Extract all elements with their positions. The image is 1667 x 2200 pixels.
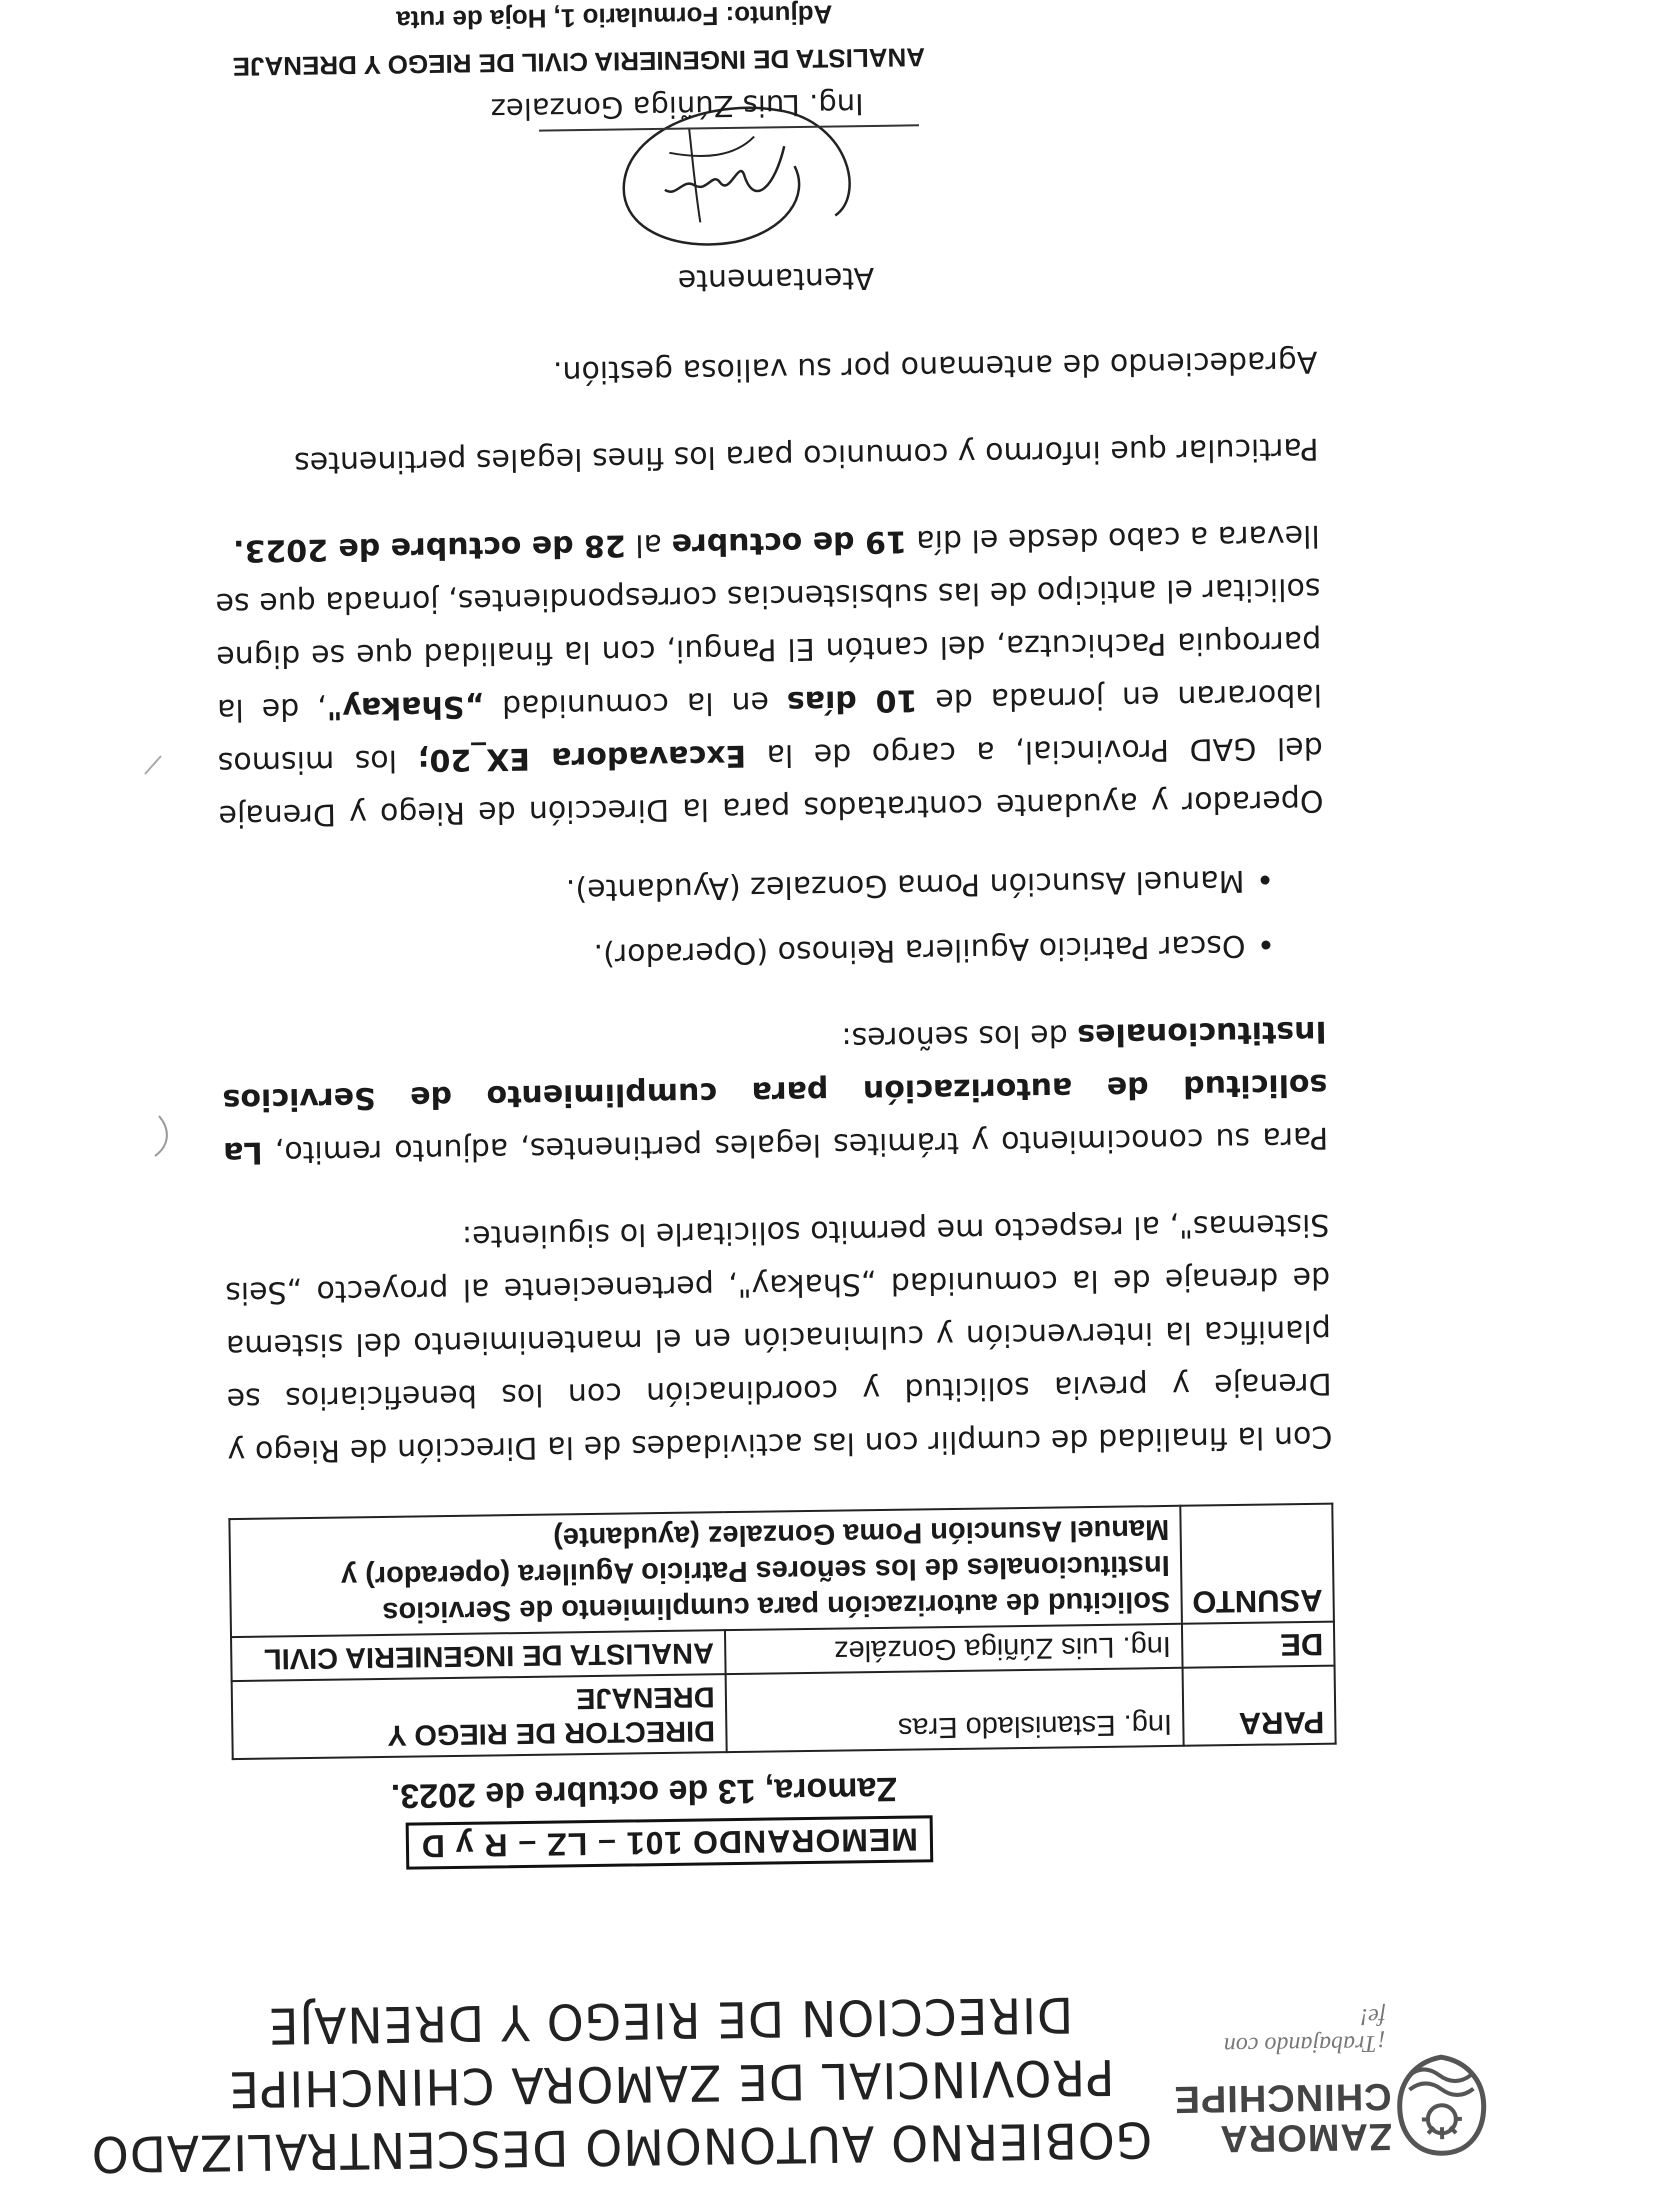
de-label: DE: [1182, 1622, 1335, 1668]
row-para: [232, 1666, 1336, 1759]
row-asunto: [229, 1504, 1334, 1637]
logo-word-zamora: ZAMORA: [1219, 2114, 1393, 2160]
logo-slogan: ¡Trabajando con fe!: [1223, 2002, 1386, 2059]
details-a: Operador y ayudante contratados para la Dirección de Riego y Drenaje del GAD Provincial, a cargo de la: [218, 729, 1324, 834]
signer-role: ANALISTA DE INGENIERIA CIVIL DE RIEGO Y DRENAJE: [232, 42, 926, 82]
institution-line-1: GOBIERNO AUTONOMO DESCENTRALIZADO: [90, 2109, 1153, 2183]
request-text-a: Para su conocimiento y trámites legales pertinentes, adjunto remito,: [262, 1119, 1329, 1170]
list-item-helper: • Manuel Asunción Poma Gonzalez (Ayudante).: [219, 854, 1245, 921]
signature-block: [157, 0, 1427, 305]
request-text-bold: La solicitud de autorización para cumplimiento de Servicios Institucionales: [222, 1013, 1328, 1171]
asunto-label: ASUNTO: [1180, 1504, 1334, 1624]
paragraph-inform: Particular que informo y comunico para los fines legales pertinentes: [293, 430, 1319, 481]
details-g: , de la parroquia Pachicutza, del cantón El Pangui, con la finalidad que se digne solicitar el anticipo de las subsistencias correspondientes, jornada que se llevara a cabo desde el día: [215, 517, 1322, 728]
institution-title: [90, 1981, 1153, 2183]
institution-line-3: DIRECCION DE RIEGO Y DRENAJE: [267, 1984, 1074, 2054]
de-role: ANALISTA DE INGENIERIA CIVIL: [231, 1630, 725, 1681]
details-i: al: [625, 526, 672, 563]
de-name: Ing. Luis Zúñiga González: [725, 1624, 1183, 1674]
logo-emblem-icon: [1391, 2051, 1493, 2162]
paragraph-details: [214, 509, 1323, 842]
paragraph-request: [221, 1005, 1328, 1179]
details-community: „Shakay": [326, 688, 485, 726]
details-e: en la comunidad: [483, 684, 788, 724]
memo-date: Zamora, 13 de octubre de 2023.: [390, 1769, 898, 1815]
personnel-list: [219, 853, 1326, 986]
address-table: [228, 1503, 1336, 1760]
paragraph-intro: Con la finalidad de cumplir con las actividades de la Dirección de Riego y Drenaje y previa solicitud y coordinación con los beneficiarios se planifica la intervención y culminación en el mantenimiento del sistema de drenaje de la comunidad „Shakay", perteneciente al proyecto „Seis Sistemas", al respecto me permito solicitarle lo siguiente:: [224, 1206, 1333, 1470]
para-name: Ing. Estanislado Eras: [725, 1668, 1183, 1752]
details-days: 10 días: [786, 682, 918, 720]
details-end-date: 28 de octubre de 2023.: [232, 527, 627, 568]
provincial-logo: [1173, 2002, 1493, 2165]
institution-line-2: PROVINCIAL DE ZAMORA CHINCHIPE: [227, 2047, 1115, 2118]
asunto-text: Solicitud de autorización para cumplimiento de Servicios Institucionales de los señores Patricio Aguilera (operador) y Manuel Asunción Poma Gonzalez (ayudante): [229, 1506, 1181, 1637]
list-item-operator: • Oscar Patricio Aguilera Reinoso (Operador).: [220, 919, 1246, 986]
letterhead: [90, 1861, 1452, 2183]
logo-word-chinchipe: CHINCHIPE: [1173, 2074, 1392, 2120]
margin-mark: [137, 750, 167, 780]
details-c: los mismos laboraran en jornada de: [217, 676, 1323, 781]
memo-document: [90, 0, 1453, 2183]
memo-body: [212, 335, 1333, 1478]
para-role: DIRECTOR DE RIEGO Y DRENAJE: [232, 1674, 727, 1759]
request-text-c: de los señores:: [841, 1017, 1078, 1056]
details-excavator: Excavadora EX_20;: [417, 737, 747, 778]
para-label: PARA: [1182, 1666, 1335, 1746]
attachments: Adjunto: Formulario 1, Hoja de ruta: [396, 0, 833, 36]
memo-number: MEMORANDO 101 – LZ – R y D: [405, 1815, 933, 1869]
signer-name: Ing. Luis Zúñiga Gonzalez: [490, 87, 864, 127]
closing: Atentamente: [677, 259, 875, 298]
details-start-date: 19 de octubre: [671, 523, 907, 562]
paragraph-thanks: Agradeciendo de antemano por su valiosa gestión.: [552, 343, 1318, 390]
margin-mark: [147, 1110, 177, 1160]
